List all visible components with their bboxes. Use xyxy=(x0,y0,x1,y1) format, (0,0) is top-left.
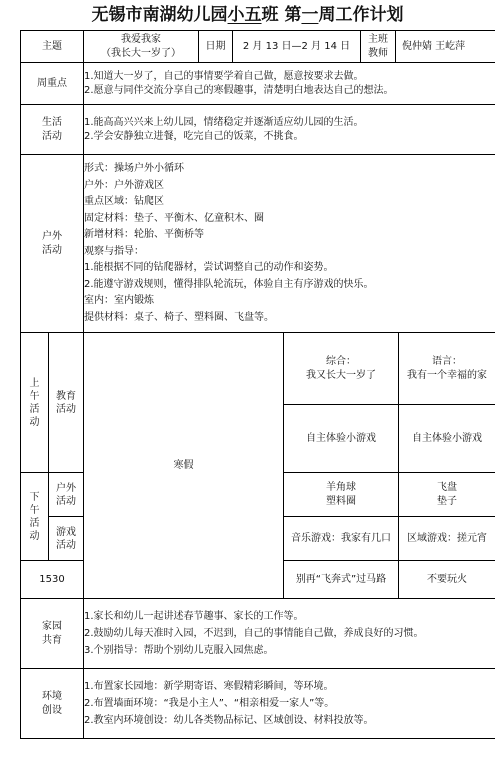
language-title: 我有一个幸福的家 xyxy=(407,369,487,381)
morning-label xyxy=(21,333,49,473)
game-label-text: 游戏活动 xyxy=(56,526,76,551)
environment-label-2: 创设 xyxy=(42,704,62,716)
outdoor-content xyxy=(84,155,495,333)
life-activities-label xyxy=(21,105,84,155)
time-label: 1530 xyxy=(21,561,84,599)
outdoor-line: 观察与指导： xyxy=(84,245,144,257)
outdoor-line: 室内：室内锻炼 xyxy=(84,295,154,306)
integrated-subject: 综合： xyxy=(326,355,356,367)
education-label-text: 教育活动 xyxy=(56,390,76,415)
outdoor-pm-a1: 羊角球 xyxy=(326,481,356,493)
life-activities-row xyxy=(21,105,495,155)
outdoor-line: 户外：户外游戏区 xyxy=(84,179,164,191)
integrated-activity xyxy=(284,333,399,405)
theme-sub: （我长大一岁了） xyxy=(101,47,181,59)
teacher-label-2: 教师 xyxy=(368,47,388,59)
outdoor-row xyxy=(21,155,495,333)
teacher-label xyxy=(361,31,396,62)
outdoor-line: 重点区域：钻爬区 xyxy=(84,196,164,207)
environment-item: 2.布置墙面环境：“我是小主人”、“相亲相爱一家人”等。 xyxy=(84,698,335,709)
date-label: 日期 xyxy=(199,31,233,62)
outdoor-label-2: 活动 xyxy=(42,244,62,256)
outdoor-line: 形式：操场户外小循环 xyxy=(84,163,184,174)
theme-name: 我爱我家 xyxy=(121,33,161,45)
outdoor-pm-label-text: 户外活动 xyxy=(56,482,76,507)
life-item: 1.能高高兴兴来上幼儿园，情绪稳定并逐渐适应幼儿园的生活。 xyxy=(84,116,364,128)
home-school-item: 2.鼓励幼儿每天准时入园，不迟到，自己的事情能自己做，养成良好的习惯。 xyxy=(84,628,424,639)
area-game: 区域游戏：搓元宵 xyxy=(399,517,495,561)
school-name: 无锡市南湖幼儿园 xyxy=(91,5,228,25)
environment-label-1: 环境 xyxy=(42,690,62,702)
outdoor-pm-b1: 飞盘 xyxy=(437,481,457,493)
weekly-focus-item: 2.愿意与同伴交流分享自己的寒假趣事，清楚明白地表达自己的想法。 xyxy=(84,84,394,96)
outdoor-line: 提供材料：桌子、椅子、塑料圈、飞盘等。 xyxy=(84,311,274,323)
theme-label: 主题 xyxy=(21,31,84,63)
date-teacher-cell xyxy=(199,31,495,63)
outdoor-pm-b2: 垫子 xyxy=(437,495,457,507)
life-item: 2.学会安静独立进餐，吃完自己的饭菜，不挑食。 xyxy=(84,130,304,142)
outdoor-line: 固定材料：垫子、平衡木、亿童积木、圈 xyxy=(84,212,264,224)
week-number: 一 xyxy=(301,5,319,25)
theme-row xyxy=(21,31,495,63)
life-activities-content xyxy=(84,105,495,155)
language-activity xyxy=(399,333,495,405)
free-game-2: 自主体验小游戏 xyxy=(399,405,495,473)
outdoor-line: 新增材料：轮胎、平衡桥等 xyxy=(84,229,204,240)
environment-item: 1.布置家长园地：新学期寄语、寒假精彩瞬间，等环境。 xyxy=(84,681,334,692)
home-school-item: 3.个别指导：帮助个别幼儿克服入园焦虑。 xyxy=(84,645,274,656)
outdoor-label xyxy=(21,155,84,333)
teacher-label-1: 主班 xyxy=(368,33,388,45)
home-school-content xyxy=(84,599,495,669)
weekly-focus-content xyxy=(84,63,495,105)
week-suffix: 周工作计划 xyxy=(318,5,404,25)
teacher-names: 倪仲婧 王屹萍 xyxy=(402,40,466,52)
weekly-focus-row xyxy=(21,63,495,105)
outdoor-line: 1.能根据不同的钻爬器材，尝试调整自己的动作和姿势。 xyxy=(84,262,334,273)
outdoor-label-1: 户外 xyxy=(42,230,62,242)
life-label-2: 活动 xyxy=(42,130,62,142)
language-subject: 语言： xyxy=(432,355,462,367)
week-prefix: 第 xyxy=(284,5,302,25)
page-title xyxy=(0,0,495,30)
outdoor-pm-b xyxy=(399,473,495,517)
morning-row-1 xyxy=(21,333,495,405)
safety-topic-1: 别再“飞奔式”过马路 xyxy=(284,561,399,599)
weekly-focus-item: 1.知道大一岁了，自己的事情要学着自己做，愿意按要求去做。 xyxy=(84,70,364,82)
home-school-label xyxy=(21,599,84,669)
afternoon-label-text: 下午活动 xyxy=(29,491,40,542)
life-label-1: 生活 xyxy=(42,116,62,128)
outdoor-line: 2.能遵守游戏规则，懂得排队轮流玩，体验自主有序游戏的快乐。 xyxy=(84,278,374,290)
weekly-plan-table xyxy=(20,30,495,739)
outdoor-pm-a xyxy=(284,473,399,517)
integrated-title: 我又长大一岁了 xyxy=(306,369,376,381)
free-game-1: 自主体验小游戏 xyxy=(284,405,399,473)
date-value: 2 月 13 日—2 月 14 日 xyxy=(233,31,361,62)
class-suffix: 班 xyxy=(261,5,279,25)
education-label xyxy=(49,333,84,473)
morning-label-text: 上午活动 xyxy=(29,377,40,428)
environment-row xyxy=(21,669,495,739)
music-game: 音乐游戏：我家有几口 xyxy=(284,517,399,561)
afternoon-label xyxy=(21,473,49,561)
environment-content xyxy=(84,669,495,739)
game-label xyxy=(49,517,84,561)
home-school-item: 1.家长和幼儿一起讲述春节趣事、家长的工作等。 xyxy=(84,611,304,622)
outdoor-pm-a2: 塑料圈 xyxy=(326,495,356,507)
environment-label xyxy=(21,669,84,739)
home-school-row xyxy=(21,599,495,669)
safety-topic-2: 不要玩火 xyxy=(399,561,495,599)
home-school-label-2: 共育 xyxy=(42,634,62,646)
winter-break-cell: 寒假 xyxy=(84,333,284,599)
weekly-focus-label: 周重点 xyxy=(21,63,84,105)
class-name: 小五 xyxy=(227,5,262,25)
home-school-label-1: 家园 xyxy=(42,620,62,632)
theme-cell xyxy=(84,31,199,63)
outdoor-pm-label xyxy=(49,473,84,517)
environment-item: 2.教室内环境创设：幼儿各类物品标记、区域创设、材料投放等。 xyxy=(84,715,374,726)
